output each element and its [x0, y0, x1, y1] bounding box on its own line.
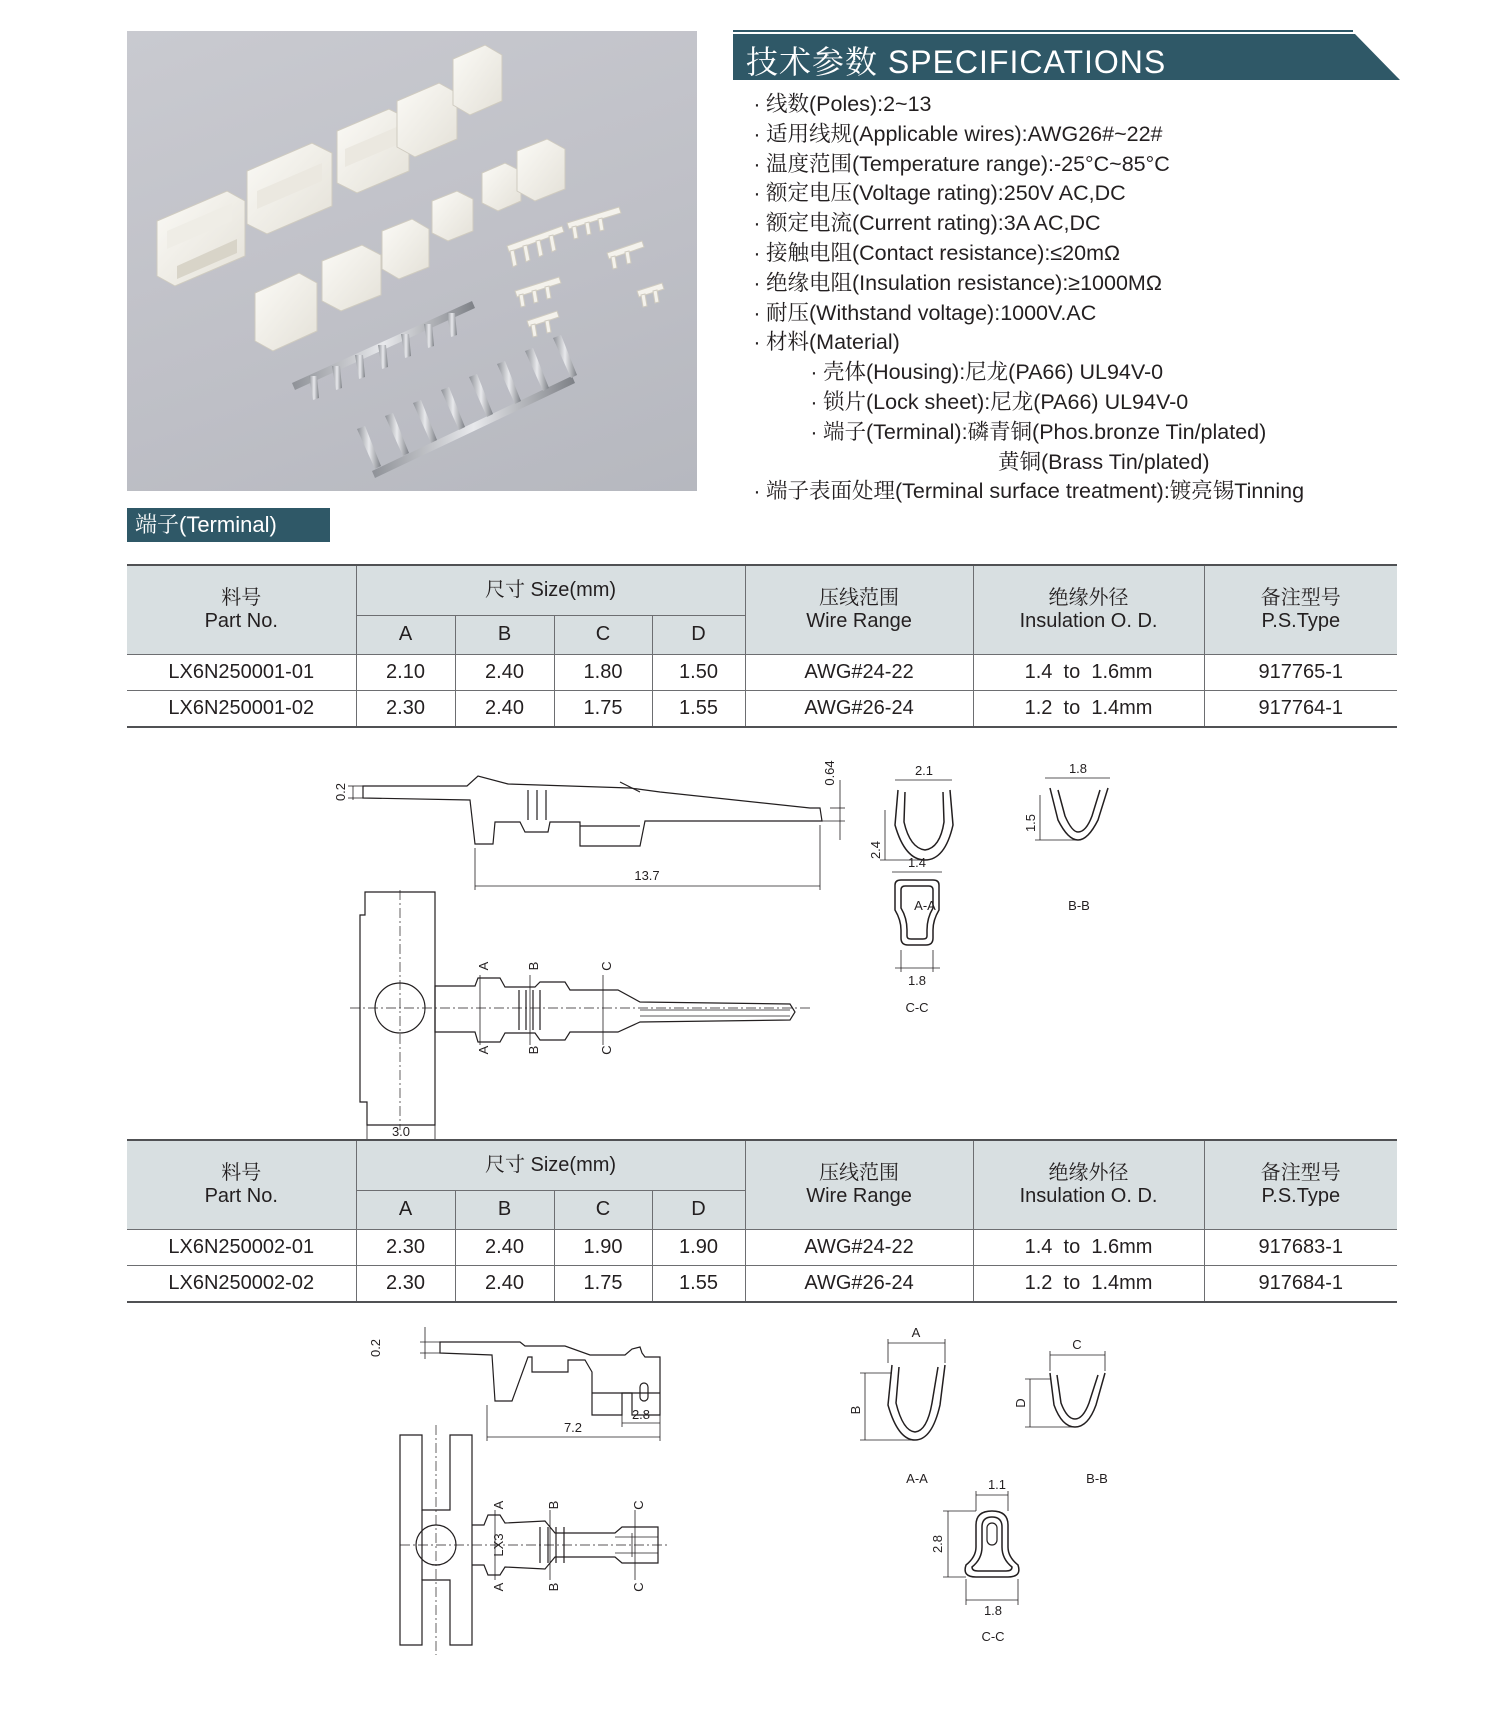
terminal-spec-table-1 — [127, 564, 1397, 728]
cc-bottom: 1.8 — [983, 1603, 1003, 1618]
material-item: · 锁片(Lock sheet):尼龙(PA66) UL94V-0 — [810, 389, 1189, 414]
plan-view — [360, 892, 795, 1125]
section-mark-c: C — [631, 1582, 646, 1592]
section-mark-b: B — [526, 1045, 541, 1055]
section-mark-b: B — [546, 1500, 561, 1510]
header-col-a: A — [356, 615, 455, 654]
cell-part-no: LX6N250002-02 — [127, 1265, 356, 1302]
header-part-no: 料号 Part No. — [127, 565, 356, 654]
section-a-a — [860, 1339, 945, 1440]
cell: 2.40 — [455, 690, 554, 727]
bb-height: D — [1013, 1398, 1028, 1408]
cell-part-no: LX6N250001-01 — [127, 654, 356, 690]
cell: 1.55 — [652, 1265, 745, 1302]
section-mark-c: C — [631, 1500, 646, 1510]
cell: 1.50 — [652, 654, 745, 690]
spec-item: · 额定电压(Voltage rating):250V AC,DC — [753, 181, 1126, 206]
cell: 1.2 to 1.4mm — [973, 690, 1204, 727]
bb-label: B-B — [1068, 898, 1090, 913]
section-b-b — [1025, 1351, 1105, 1427]
header-part-no: 料号 Part No. — [127, 1140, 356, 1229]
lock-sheets — [507, 207, 664, 337]
connector-housing — [382, 219, 429, 279]
cell: 2.30 — [356, 690, 455, 727]
header-col-a: A — [356, 1190, 455, 1229]
spec-item: · 材料(Material) — [753, 330, 900, 355]
section-mark-a: A — [491, 1582, 506, 1592]
spec-title: 技术参数 SPECIFICATIONS — [746, 44, 1167, 80]
header-ps-type: 备注型号 P.S.Type — [1204, 565, 1397, 654]
aa-width: 2.1 — [914, 763, 934, 778]
cell: 917765-1 — [1204, 654, 1397, 690]
cell: AWG#24-22 — [745, 654, 973, 690]
cell: 1.75 — [554, 690, 652, 727]
table-row — [127, 1265, 1397, 1302]
cc-top: 1.4 — [907, 855, 927, 870]
spec-item: · 额定电流(Current rating):3A AC,DC — [753, 211, 1101, 236]
table-row — [127, 1229, 1397, 1265]
cell: 1.90 — [652, 1229, 745, 1265]
header-col-b: B — [455, 615, 554, 654]
plan-view — [400, 1435, 658, 1645]
cell: 2.40 — [455, 1265, 554, 1302]
header-col-c: C — [554, 615, 652, 654]
section-mark-b: B — [526, 961, 541, 971]
spec-item: · 温度范围(Temperature range):-25°C~85°C — [753, 151, 1170, 176]
side-view — [363, 776, 822, 846]
cell: AWG#24-22 — [745, 1229, 973, 1265]
cell: AWG#26-24 — [745, 1265, 973, 1302]
section-mark-a: A — [476, 1045, 491, 1055]
header-col-b: B — [455, 1190, 554, 1229]
aa-height: B — [848, 1405, 863, 1415]
spec-list — [748, 90, 1304, 507]
side-view — [440, 1342, 660, 1415]
cell: 1.2 to 1.4mm — [973, 1265, 1204, 1302]
cc-label: C-C — [905, 1000, 929, 1015]
connector-housing — [397, 83, 457, 157]
product-photo — [127, 31, 697, 491]
header-col-c: C — [554, 1190, 652, 1229]
terminal-strip — [292, 301, 475, 400]
dim-thickness: 0.2 — [333, 782, 348, 802]
spec-item: · 绝缘电阻(Insulation resistance):≥1000MΩ — [753, 270, 1162, 295]
cell: 917764-1 — [1204, 690, 1397, 727]
header-wire-range: 压线范围 Wire Range — [745, 1140, 973, 1229]
dim-length: 7.2 — [563, 1420, 583, 1435]
header-col-d: D — [652, 1190, 745, 1229]
section-mark-a: A — [491, 1500, 506, 1510]
cell: 2.10 — [356, 654, 455, 690]
connector-housing-small — [432, 191, 473, 241]
bb-width: 1.8 — [1068, 761, 1088, 776]
cell-part-no: LX6N250001-02 — [127, 690, 356, 727]
bb-label: B-B — [1086, 1471, 1108, 1486]
connector-housing — [322, 245, 381, 311]
cell: 917683-1 — [1204, 1229, 1397, 1265]
dim-length: 13.7 — [634, 868, 660, 883]
cell: 2.30 — [356, 1229, 455, 1265]
cell: 1.4 to 1.6mm — [973, 654, 1204, 690]
section-mark-b: B — [546, 1582, 561, 1592]
material-item: · 壳体(Housing):尼龙(PA66) UL94V-0 — [810, 360, 1164, 385]
bb-height: 1.5 — [1023, 813, 1038, 833]
terminal-spec-table-2 — [127, 1139, 1397, 1303]
cell: 2.30 — [356, 1265, 455, 1302]
connector-housing-small — [482, 163, 521, 211]
cc-top: 1.1 — [987, 1477, 1007, 1492]
header-wire-range: 压线范围 Wire Range — [745, 565, 973, 654]
header-insulation-od: 绝缘外径 Insulation O. D. — [973, 1140, 1204, 1229]
spec-item: · 接触电阻(Contact resistance):≤20mΩ — [753, 240, 1121, 265]
terminal-drawing-2 — [368, 1315, 1200, 1715]
cell: 2.40 — [455, 1229, 554, 1265]
section-mark-c: C — [599, 961, 614, 971]
pitch-label: LX3 — [491, 1533, 506, 1557]
cell: 917684-1 — [1204, 1265, 1397, 1302]
bb-width: C — [1072, 1337, 1082, 1352]
terminal-strip — [357, 335, 577, 478]
spec-item: · 端子表面处理(Terminal surface treatment):镀亮锡Tinning — [753, 479, 1305, 504]
cell: 1.4 to 1.6mm — [973, 1229, 1204, 1265]
material-item-continued: 黄铜(Brass Tin/plated) — [998, 449, 1210, 474]
dim-tail: 2.8 — [631, 1407, 651, 1422]
header-size: 尺寸 Size(mm) — [356, 565, 745, 615]
aa-height: 2.4 — [868, 840, 883, 860]
section-mark-c: C — [599, 1045, 614, 1055]
spec-item: · 耐压(Withstand voltage):1000V.AC — [753, 300, 1097, 325]
connector-housing — [453, 45, 502, 115]
aa-width: A — [911, 1325, 921, 1340]
section-mark-a: A — [476, 961, 491, 971]
section-c-c — [943, 1491, 1019, 1605]
table-row — [127, 690, 1397, 727]
cell: 1.55 — [652, 690, 745, 727]
cc-bottom: 1.8 — [907, 973, 927, 988]
material-item: · 端子(Terminal):磷青铜(Phos.bronze Tin/plated) — [810, 419, 1267, 444]
cell: 1.75 — [554, 1265, 652, 1302]
section-a-a — [880, 780, 953, 860]
connector-housing — [255, 273, 317, 351]
cell: AWG#26-24 — [745, 690, 973, 727]
spec-item: · 线数(Poles):2~13 — [753, 92, 932, 116]
aa-label: A-A — [914, 898, 936, 913]
dim-carrier: 3.0 — [391, 1124, 411, 1139]
cc-height: 2.8 — [930, 1534, 945, 1554]
cc-label: C-C — [981, 1629, 1005, 1644]
dim-height: 0.64 — [822, 760, 837, 786]
spec-item: · 适用线规(Applicable wires):AWG26#~22# — [753, 121, 1163, 146]
section-c-c — [892, 872, 942, 972]
header-ps-type: 备注型号 P.S.Type — [1204, 1140, 1397, 1229]
terminal-drawing-1 — [320, 740, 1220, 1140]
dim-thickness: 0.2 — [368, 1338, 383, 1358]
section-b-b — [1035, 778, 1110, 840]
header-col-d: D — [652, 615, 745, 654]
header-insulation-od: 绝缘外径 Insulation O. D. — [973, 565, 1204, 654]
cell: 2.40 — [455, 654, 554, 690]
connector-housing-small — [517, 139, 565, 201]
aa-label: A-A — [906, 1471, 928, 1486]
connector-housing-large — [157, 191, 245, 286]
table-row — [127, 654, 1397, 690]
cell-part-no: LX6N250002-01 — [127, 1229, 356, 1265]
cell: 1.90 — [554, 1229, 652, 1265]
header-size: 尺寸 Size(mm) — [356, 1140, 745, 1190]
cell: 1.80 — [554, 654, 652, 690]
terminal-section-label: 端子(Terminal) — [127, 508, 330, 542]
